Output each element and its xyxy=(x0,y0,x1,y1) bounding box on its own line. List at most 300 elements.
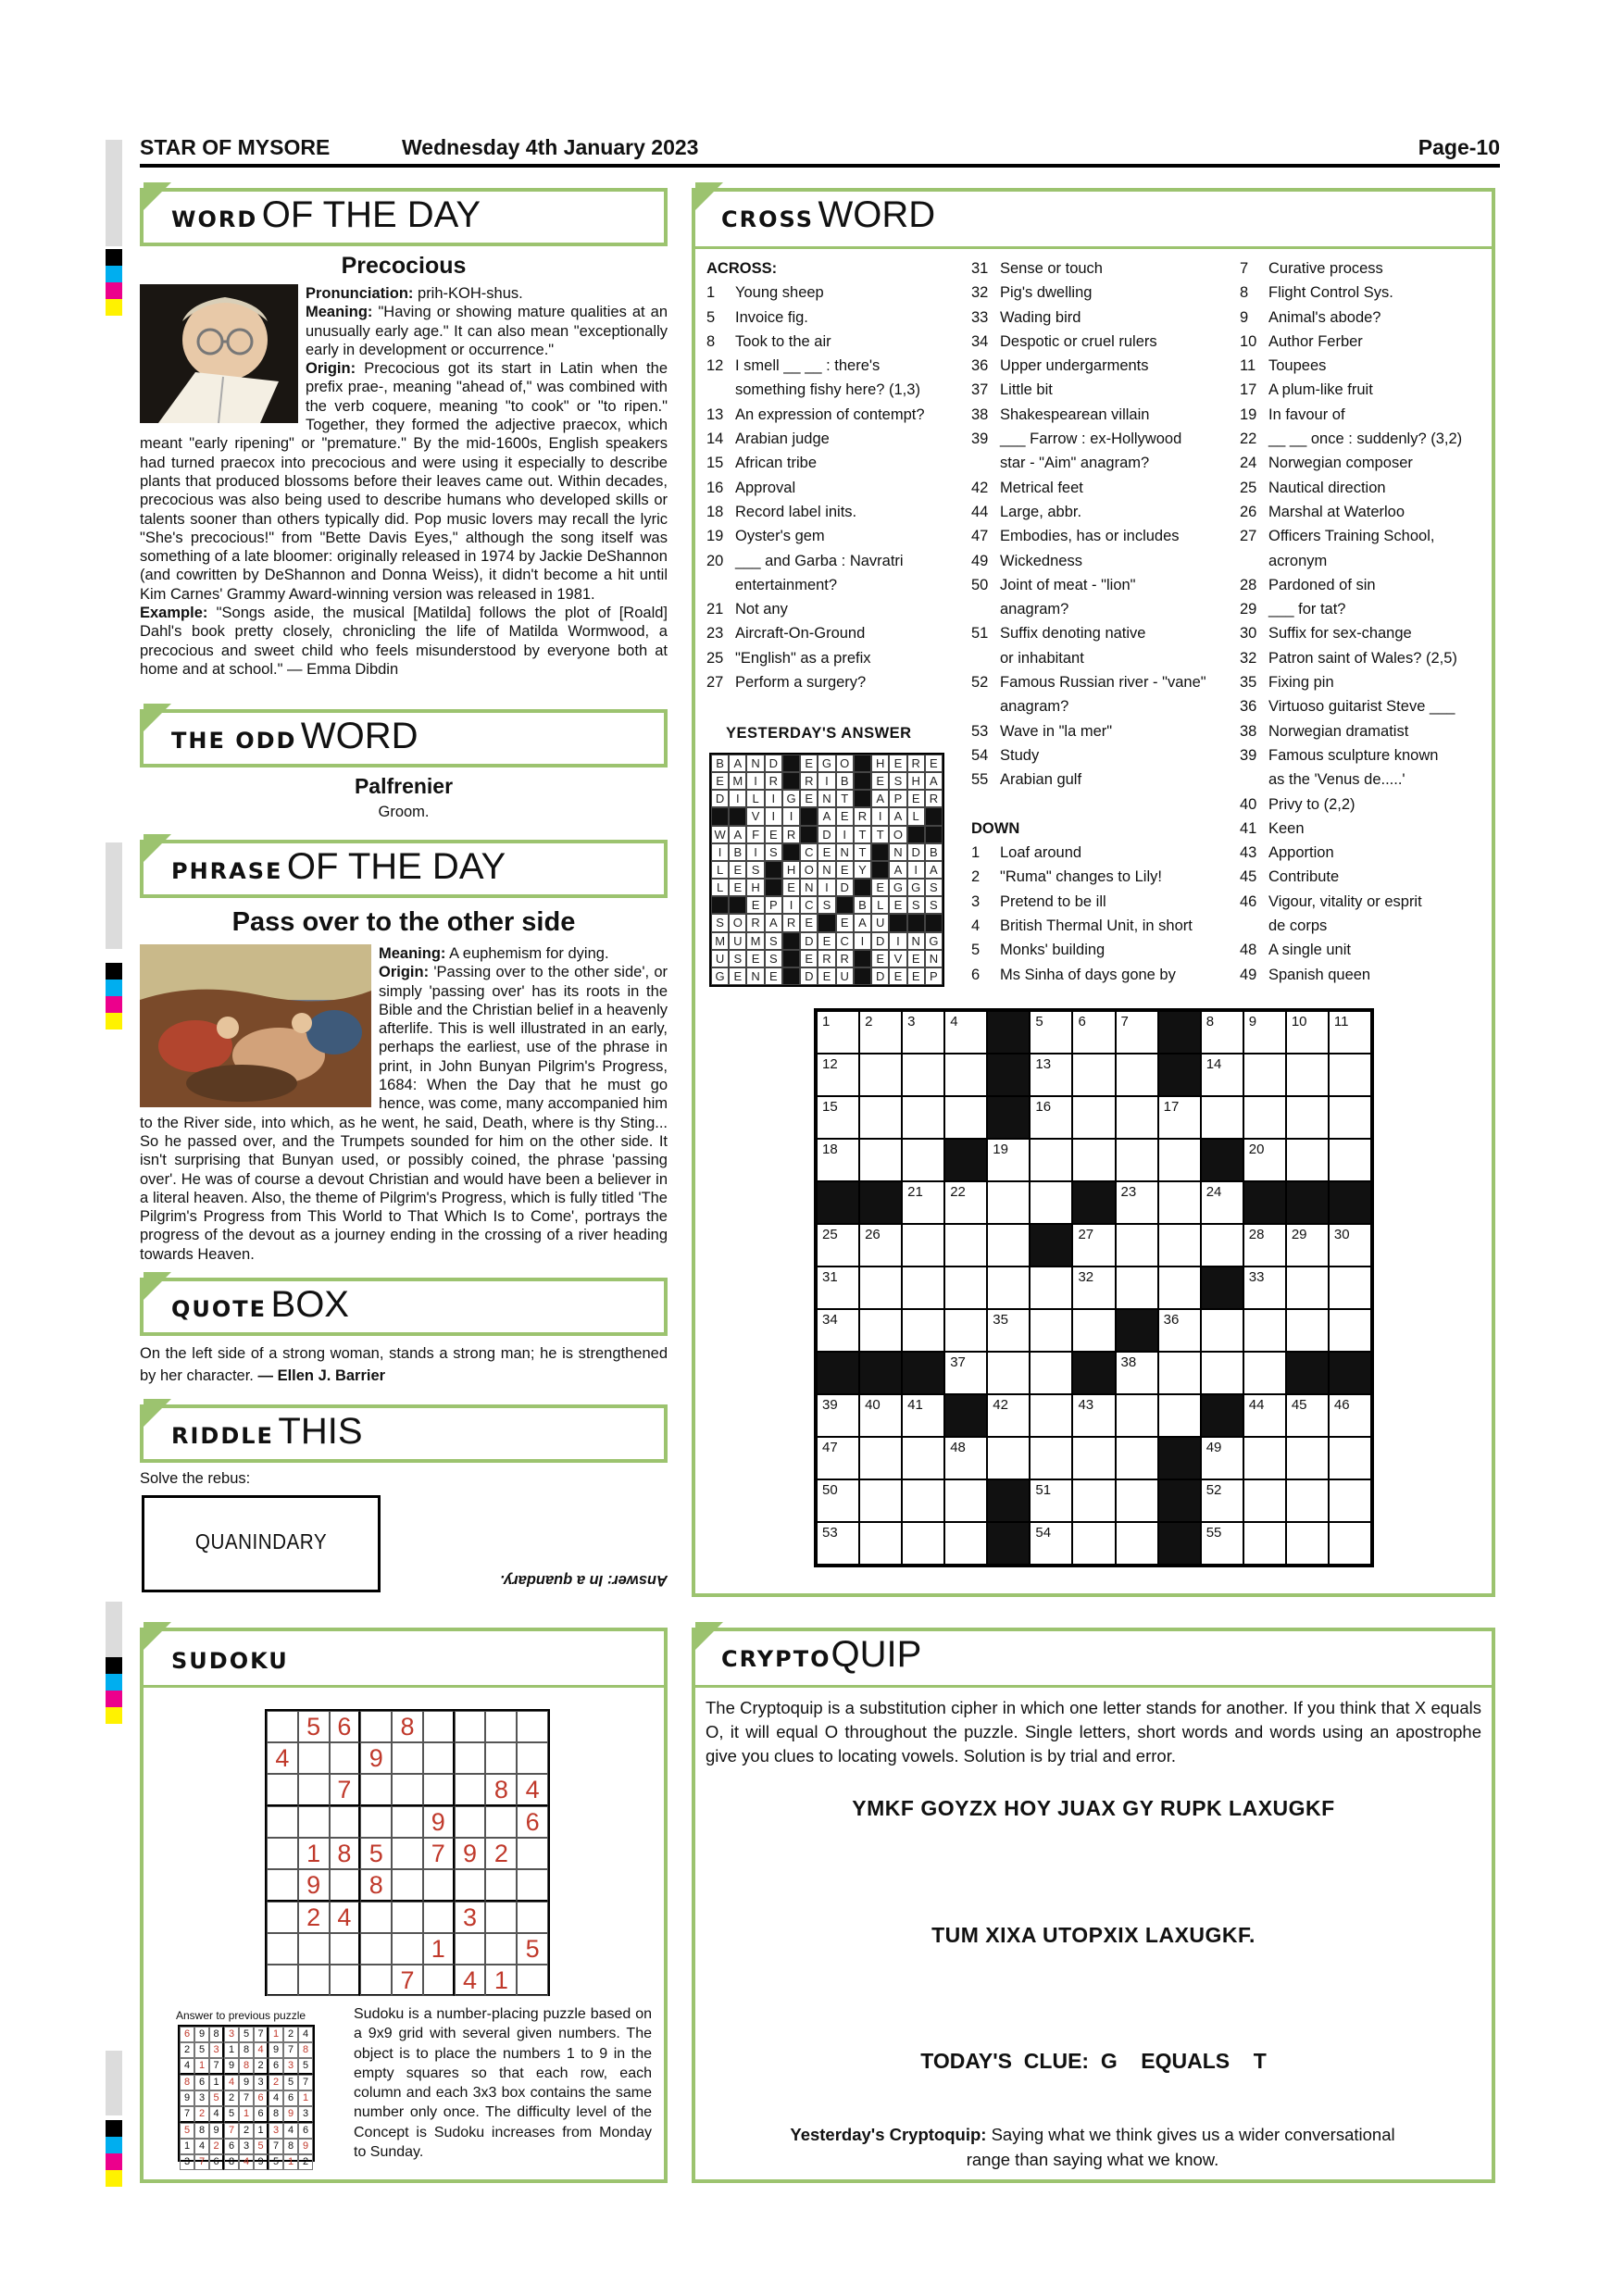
crossword-cell[interactable] xyxy=(1116,1054,1158,1096)
crossword-cell[interactable] xyxy=(1116,1394,1158,1437)
clue-number: 19 xyxy=(1240,406,1257,423)
sudoku-cell[interactable] xyxy=(485,1933,517,1965)
sudoku-cell[interactable] xyxy=(267,1774,298,1806)
sudoku-cell[interactable] xyxy=(517,1902,548,1933)
answer-block xyxy=(711,807,729,825)
crossword-cell[interactable] xyxy=(817,1309,859,1352)
sudoku-cell[interactable]: 6 xyxy=(517,1806,548,1838)
cell-number: 28 xyxy=(1248,1227,1265,1242)
crossword-cell[interactable] xyxy=(1072,1394,1115,1437)
clue-item xyxy=(706,524,943,548)
crossword-cell[interactable] xyxy=(1243,1267,1286,1309)
sudoku-cell[interactable]: 1 xyxy=(485,1965,517,1996)
sudoku-cell[interactable]: 7 xyxy=(330,1774,361,1806)
crossword-cell[interactable] xyxy=(859,1479,902,1522)
crossword-cell[interactable] xyxy=(1030,1309,1072,1352)
sudoku-grid xyxy=(265,1709,550,1996)
crossword-cell[interactable] xyxy=(1329,1309,1371,1352)
sudoku-cell[interactable] xyxy=(455,1806,486,1838)
answer-block xyxy=(818,914,835,931)
crossword-cell[interactable] xyxy=(1286,1522,1329,1565)
clue-text: Wave in "la mer" xyxy=(1000,722,1113,740)
sudoku-cell[interactable] xyxy=(267,1965,298,1996)
sudoku-cell[interactable] xyxy=(392,1902,423,1933)
crossword-cell[interactable] xyxy=(1286,1267,1329,1309)
sudoku-answer-cell: 9 xyxy=(254,2154,269,2170)
crossword-cell[interactable] xyxy=(1072,1224,1115,1267)
crossword-cell[interactable] xyxy=(1158,1181,1201,1224)
sudoku-cell[interactable] xyxy=(360,1711,392,1742)
crossword-cell[interactable] xyxy=(1286,1309,1329,1352)
sudoku-cell[interactable] xyxy=(267,1838,298,1869)
crossword-cell[interactable] xyxy=(817,1139,859,1181)
crossword-cell[interactable] xyxy=(1243,1352,1286,1394)
cell-number: 22 xyxy=(950,1184,966,1200)
crossword-cell[interactable] xyxy=(1072,1054,1115,1096)
crossword-cell[interactable] xyxy=(1116,1437,1158,1479)
sudoku-cell[interactable] xyxy=(298,1965,330,1996)
sudoku-cell[interactable] xyxy=(455,1711,486,1742)
crossword-cell[interactable] xyxy=(1158,1139,1201,1181)
across-clues-2 xyxy=(971,256,1230,792)
answer-letter: S xyxy=(765,843,782,861)
sudoku-cell[interactable] xyxy=(455,1869,486,1902)
crossword-cell[interactable] xyxy=(902,1267,944,1309)
crossword-cell[interactable] xyxy=(817,1054,859,1096)
sudoku-cell[interactable] xyxy=(485,1806,517,1838)
crossword-cell[interactable] xyxy=(944,1181,987,1224)
crossword-cell[interactable] xyxy=(1116,1096,1158,1139)
crossword-cell[interactable] xyxy=(1243,1309,1286,1352)
answer-letter: D xyxy=(711,790,729,807)
crossword-cell[interactable] xyxy=(944,1352,987,1394)
clue-text: Arabian gulf xyxy=(1000,771,1082,789)
cell-number: 30 xyxy=(1333,1227,1350,1242)
crossword-cell[interactable] xyxy=(1201,1479,1243,1522)
crossword-cell[interactable] xyxy=(902,1394,944,1437)
sudoku-cell[interactable] xyxy=(392,1838,423,1869)
clue-text: "Ruma" changes to Lily! xyxy=(1000,868,1162,886)
sudoku-cell[interactable] xyxy=(485,1711,517,1742)
crossword-cell[interactable] xyxy=(1201,1437,1243,1479)
crossword-cell[interactable] xyxy=(859,1394,902,1437)
sudoku-cell[interactable] xyxy=(392,1742,423,1774)
clue-number: 29 xyxy=(1240,601,1257,618)
crossword-cell[interactable] xyxy=(902,1522,944,1565)
crossword-cell[interactable] xyxy=(1243,1139,1286,1181)
clue-item xyxy=(971,573,1230,597)
sudoku-answer-cell: 8 xyxy=(283,2139,298,2154)
registration-cyan xyxy=(106,266,122,282)
crossword-cell[interactable] xyxy=(1072,1437,1115,1479)
registration-yellow xyxy=(106,1707,122,1724)
crossword-cell[interactable] xyxy=(1201,1352,1243,1394)
crossword-cell[interactable] xyxy=(1030,1054,1072,1096)
crossword-cell[interactable] xyxy=(1030,1479,1072,1522)
crossword-cell[interactable] xyxy=(1072,1479,1115,1522)
sudoku-cell[interactable] xyxy=(517,1869,548,1902)
crossword-cell[interactable] xyxy=(1329,1011,1371,1054)
sudoku-cell[interactable] xyxy=(517,1838,548,1869)
sudoku-cell[interactable]: 1 xyxy=(423,1933,455,1965)
crossword-cell[interactable] xyxy=(1201,1181,1243,1224)
sudoku-cell[interactable] xyxy=(517,1965,548,1996)
crossword-cell[interactable] xyxy=(1329,1437,1371,1479)
sudoku-cell[interactable]: 4 xyxy=(517,1774,548,1806)
crossword-cell[interactable] xyxy=(859,1096,902,1139)
sudoku-cell[interactable] xyxy=(267,1933,298,1965)
crossword-cell[interactable] xyxy=(1243,1054,1286,1096)
clue-item xyxy=(1240,573,1494,597)
crossword-cell[interactable] xyxy=(1030,1096,1072,1139)
sudoku-cell[interactable]: 9 xyxy=(423,1806,455,1838)
answer-letter: E xyxy=(889,896,906,914)
crossword-cell[interactable] xyxy=(987,1394,1030,1437)
crossword-cell[interactable] xyxy=(987,1181,1030,1224)
sudoku-cell[interactable]: 9 xyxy=(298,1869,330,1902)
clue-text: de corps xyxy=(1268,917,1328,935)
crossword-cell[interactable] xyxy=(1072,1309,1115,1352)
crossword-cell[interactable] xyxy=(1030,1352,1072,1394)
crossword-cell[interactable] xyxy=(1030,1139,1072,1181)
crossword-cell[interactable] xyxy=(1158,1224,1201,1267)
crossword-cell[interactable] xyxy=(944,1054,987,1096)
clue-item xyxy=(706,549,943,573)
sudoku-cell[interactable]: 6 xyxy=(330,1711,361,1742)
sudoku-cell[interactable] xyxy=(298,1933,330,1965)
crossword-cell[interactable] xyxy=(859,1224,902,1267)
clue-text: Famous Russian river - "vane" xyxy=(1000,674,1206,692)
crossword-cell[interactable] xyxy=(987,1139,1030,1181)
sudoku-cell[interactable]: 5 xyxy=(360,1838,392,1869)
crossword-cell[interactable] xyxy=(817,1096,859,1139)
sudoku-cell[interactable]: 9 xyxy=(360,1742,392,1774)
answer-letter: H xyxy=(746,879,764,896)
crossword-cell[interactable] xyxy=(944,1309,987,1352)
sudoku-cell[interactable] xyxy=(298,1806,330,1838)
answer-letter: Y xyxy=(854,861,871,879)
answer-letter: L xyxy=(746,790,764,807)
sudoku-cell[interactable] xyxy=(298,1742,330,1774)
answer-letter: E xyxy=(818,843,835,861)
crossword-cell[interactable] xyxy=(1201,1309,1243,1352)
answer-letter: N xyxy=(907,932,925,950)
crossword-cell[interactable] xyxy=(902,1309,944,1352)
crossword-block xyxy=(987,1096,1030,1139)
sudoku-answer-cell: 6 xyxy=(254,2090,269,2106)
sudoku-cell[interactable]: 5 xyxy=(517,1933,548,1965)
clue-item xyxy=(971,914,1230,938)
crossword-cell[interactable] xyxy=(1072,1522,1115,1565)
sudoku-cell[interactable] xyxy=(423,1902,455,1933)
crossword-cell[interactable] xyxy=(817,1011,859,1054)
crossword-cell[interactable] xyxy=(1030,1181,1072,1224)
clue-number: 37 xyxy=(971,381,989,399)
crossword-cell[interactable] xyxy=(1072,1267,1115,1309)
crossword-cell[interactable] xyxy=(1329,1054,1371,1096)
crossword-cell[interactable] xyxy=(1030,1437,1072,1479)
clue-item xyxy=(706,500,943,524)
clue-item xyxy=(1240,890,1494,914)
crossword-cell[interactable] xyxy=(1116,1181,1158,1224)
crossword-cell[interactable] xyxy=(1243,1224,1286,1267)
answer-letter: S xyxy=(765,932,782,950)
sudoku-cell[interactable]: 1 xyxy=(298,1838,330,1869)
crossword-cell[interactable] xyxy=(1329,1139,1371,1181)
answer-letter: E xyxy=(765,826,782,843)
sudoku-answer-cell: 1 xyxy=(224,2042,239,2058)
crossword-cell[interactable] xyxy=(902,1437,944,1479)
crossword-cell[interactable] xyxy=(1158,1096,1201,1139)
clue-item xyxy=(971,890,1230,914)
crossword-cell[interactable] xyxy=(1116,1139,1158,1181)
answer-block xyxy=(765,861,782,879)
sudoku-cell[interactable] xyxy=(360,1774,392,1806)
crossword-cell[interactable] xyxy=(1116,1522,1158,1565)
sudoku-answer-cell: 8 xyxy=(298,2042,313,2058)
down-heading: DOWN xyxy=(971,819,1020,837)
crossword-cell[interactable] xyxy=(1286,1054,1329,1096)
crossword-cell[interactable] xyxy=(987,1224,1030,1267)
sudoku-cell[interactable] xyxy=(455,1933,486,1965)
crossword-cell[interactable] xyxy=(859,1309,902,1352)
crossword-cell[interactable] xyxy=(902,1139,944,1181)
sudoku-cell[interactable] xyxy=(330,1806,361,1838)
crossword-cell[interactable] xyxy=(944,1011,987,1054)
sudoku-cell[interactable] xyxy=(360,1933,392,1965)
crossword-cell[interactable] xyxy=(817,1479,859,1522)
cell-number: 3 xyxy=(907,1014,916,1029)
clue-text: Aircraft-On-Ground xyxy=(735,625,866,643)
clue-text: Oyster's gem xyxy=(735,528,825,545)
sudoku-cell[interactable] xyxy=(517,1742,548,1774)
yesterday-answer-grid xyxy=(709,753,944,987)
clue-text: anagram? xyxy=(1000,698,1069,716)
crossword-cell[interactable] xyxy=(902,1479,944,1522)
sudoku-cell[interactable]: 4 xyxy=(267,1742,298,1774)
crossword-cell[interactable] xyxy=(1116,1479,1158,1522)
crossword-cell[interactable] xyxy=(1243,1522,1286,1565)
sudoku-cell[interactable] xyxy=(485,1902,517,1933)
sudoku-cell[interactable]: 9 xyxy=(455,1838,486,1869)
crossword-cell[interactable] xyxy=(817,1522,859,1565)
sudoku-cell[interactable]: 8 xyxy=(485,1774,517,1806)
crossword-cell[interactable] xyxy=(817,1267,859,1309)
crossword-cell[interactable] xyxy=(1243,1437,1286,1479)
clue-text: Privy to (2,2) xyxy=(1268,795,1355,813)
crossword-cell[interactable] xyxy=(859,1267,902,1309)
crossword-block xyxy=(1116,1309,1158,1352)
sudoku-cell[interactable] xyxy=(423,1742,455,1774)
sudoku-cell[interactable]: 8 xyxy=(392,1711,423,1742)
sudoku-cell[interactable] xyxy=(267,1711,298,1742)
sudoku-cell[interactable]: 4 xyxy=(455,1965,486,1996)
sudoku-cell[interactable] xyxy=(423,1869,455,1902)
crossword-cell[interactable] xyxy=(1286,1437,1329,1479)
sudoku-cell[interactable] xyxy=(298,1774,330,1806)
clue-text: Apportion xyxy=(1268,844,1334,862)
crossword-cell[interactable] xyxy=(944,1522,987,1565)
sudoku-answer-cell: 4 xyxy=(283,2123,298,2139)
crossword-cell[interactable] xyxy=(1329,1394,1371,1437)
crossword-cell[interactable] xyxy=(817,1394,859,1437)
crossword-cell[interactable] xyxy=(1072,1011,1115,1054)
crossword-cell[interactable] xyxy=(1030,1394,1072,1437)
answer-block xyxy=(729,807,746,825)
cell-number: 27 xyxy=(1078,1227,1094,1242)
crossword-cell[interactable] xyxy=(902,1054,944,1096)
crossword-cell[interactable] xyxy=(1243,1096,1286,1139)
sudoku-cell[interactable] xyxy=(392,1774,423,1806)
sudoku-cell[interactable] xyxy=(267,1902,298,1933)
crossword-cell[interactable] xyxy=(987,1352,1030,1394)
crossword-cell[interactable] xyxy=(1201,1224,1243,1267)
crossword-block xyxy=(1158,1437,1201,1479)
sudoku-cell[interactable] xyxy=(360,1806,392,1838)
answer-block xyxy=(782,755,800,772)
crossword-cell[interactable] xyxy=(1030,1522,1072,1565)
crossword-cell[interactable] xyxy=(944,1096,987,1139)
crossword-cell[interactable] xyxy=(859,1054,902,1096)
sudoku-cell[interactable] xyxy=(455,1774,486,1806)
sudoku-cell[interactable] xyxy=(423,1774,455,1806)
crossword-cell[interactable] xyxy=(1329,1479,1371,1522)
crossword-cell[interactable] xyxy=(902,1224,944,1267)
answer-block xyxy=(782,950,800,967)
sudoku-cell[interactable] xyxy=(267,1869,298,1902)
crossword-cell[interactable] xyxy=(1286,1096,1329,1139)
sudoku-cell[interactable]: 2 xyxy=(298,1902,330,1933)
clue-number: 31 xyxy=(971,260,989,277)
crossword-block xyxy=(1072,1181,1115,1224)
clue-number: 16 xyxy=(706,479,724,496)
sudoku-cell[interactable]: 3 xyxy=(455,1902,486,1933)
answer-letter: D xyxy=(836,879,854,896)
crossword-cell[interactable] xyxy=(1201,1522,1243,1565)
crossword-cell[interactable] xyxy=(944,1479,987,1522)
clue-text: "English" as a prefix xyxy=(735,649,871,667)
sudoku-cell[interactable] xyxy=(330,1965,361,1996)
crossword-cell[interactable] xyxy=(1116,1224,1158,1267)
clue-item xyxy=(1240,330,1494,354)
crossword-cell[interactable] xyxy=(1329,1522,1371,1565)
sudoku-answer-cell: 3 xyxy=(298,2106,313,2123)
crossword-cell[interactable] xyxy=(1158,1309,1201,1352)
crossword-cell[interactable] xyxy=(1286,1139,1329,1181)
crossword-cell[interactable] xyxy=(1201,1096,1243,1139)
crossword-cell[interactable] xyxy=(902,1181,944,1224)
crossword-cell[interactable] xyxy=(987,1267,1030,1309)
answer-letter: E xyxy=(925,755,943,772)
sudoku-cell[interactable]: 7 xyxy=(392,1965,423,1996)
sudoku-answer-cell: 2 xyxy=(209,2139,224,2154)
sudoku-cell[interactable] xyxy=(423,1965,455,1996)
crossword-cell[interactable] xyxy=(987,1437,1030,1479)
crossword-cell[interactable] xyxy=(1329,1267,1371,1309)
crossword-cell[interactable] xyxy=(817,1224,859,1267)
crossword-cell[interactable] xyxy=(1286,1394,1329,1437)
crossword-cell[interactable] xyxy=(1072,1139,1115,1181)
sudoku-cell[interactable] xyxy=(330,1933,361,1965)
crossword-cell[interactable] xyxy=(1201,1011,1243,1054)
sudoku-answer-cell: 9 xyxy=(283,2106,298,2123)
crossword-cell[interactable] xyxy=(1286,1224,1329,1267)
crossword-cell[interactable] xyxy=(1158,1352,1201,1394)
crossword-cell[interactable] xyxy=(902,1011,944,1054)
sudoku-cell[interactable] xyxy=(485,1869,517,1902)
crossword-cell[interactable] xyxy=(1116,1011,1158,1054)
crossword-cell[interactable] xyxy=(859,1437,902,1479)
crossword-cell[interactable] xyxy=(1286,1479,1329,1522)
sudoku-cell[interactable]: 4 xyxy=(330,1902,361,1933)
crossword-cell[interactable] xyxy=(902,1096,944,1139)
clues-column-3 xyxy=(1240,256,1494,987)
crossword-cell[interactable] xyxy=(1201,1054,1243,1096)
crossword-cell[interactable] xyxy=(1158,1394,1201,1437)
sudoku-cell[interactable] xyxy=(360,1965,392,1996)
crossword-cell[interactable] xyxy=(987,1309,1030,1352)
crossword-cell[interactable] xyxy=(817,1437,859,1479)
cell-number: 50 xyxy=(822,1482,838,1498)
sudoku-answer-cell: 1 xyxy=(239,2106,254,2123)
crossword-cell[interactable] xyxy=(859,1139,902,1181)
crossword-cell[interactable] xyxy=(944,1437,987,1479)
crossword-cell[interactable] xyxy=(859,1011,902,1054)
answer-letter: E xyxy=(907,790,925,807)
crossword-cell[interactable] xyxy=(1286,1011,1329,1054)
sudoku-cell[interactable] xyxy=(517,1711,548,1742)
answer-letter: N xyxy=(925,950,943,967)
crossword-cell[interactable] xyxy=(944,1224,987,1267)
crossword-cell[interactable] xyxy=(1116,1352,1158,1394)
sudoku-cell[interactable]: 7 xyxy=(423,1838,455,1869)
sudoku-cell[interactable] xyxy=(330,1742,361,1774)
crossword-cell[interactable] xyxy=(1030,1011,1072,1054)
sudoku-cell[interactable] xyxy=(455,1742,486,1774)
sudoku-cell[interactable]: 8 xyxy=(330,1838,361,1869)
sudoku-cell[interactable] xyxy=(392,1806,423,1838)
sudoku-cell[interactable]: 5 xyxy=(298,1711,330,1742)
cell-number: 33 xyxy=(1248,1269,1265,1285)
crossword-cell[interactable] xyxy=(1072,1096,1115,1139)
crossword-cell[interactable] xyxy=(1116,1267,1158,1309)
sudoku-cell[interactable]: 8 xyxy=(360,1869,392,1902)
crossword-cell[interactable] xyxy=(1158,1267,1201,1309)
crossword-cell[interactable] xyxy=(1243,1479,1286,1522)
sudoku-cell[interactable] xyxy=(330,1869,361,1902)
sudoku-cell[interactable] xyxy=(423,1711,455,1742)
sudoku-cell[interactable] xyxy=(267,1806,298,1838)
crossword-cell[interactable] xyxy=(944,1267,987,1309)
answer-block xyxy=(854,967,871,985)
answer-letter: G xyxy=(907,879,925,896)
sudoku-cell[interactable] xyxy=(360,1902,392,1933)
crossword-cell[interactable] xyxy=(859,1522,902,1565)
sudoku-cell[interactable]: 2 xyxy=(485,1838,517,1869)
sudoku-cell[interactable] xyxy=(485,1742,517,1774)
crossword-cell[interactable] xyxy=(1030,1267,1072,1309)
sudoku-cell[interactable] xyxy=(392,1869,423,1902)
crossword-cell[interactable] xyxy=(1243,1394,1286,1437)
crossword-cell[interactable] xyxy=(1243,1011,1286,1054)
crossword-cell[interactable] xyxy=(1329,1224,1371,1267)
crossword-cell[interactable] xyxy=(1329,1096,1371,1139)
sudoku-cell[interactable] xyxy=(392,1933,423,1965)
registration-cyan xyxy=(106,1674,122,1691)
cell-number: 54 xyxy=(1035,1525,1052,1541)
riddle-prompt: Solve the rebus: xyxy=(140,1470,251,1487)
corner-mark xyxy=(695,182,723,210)
